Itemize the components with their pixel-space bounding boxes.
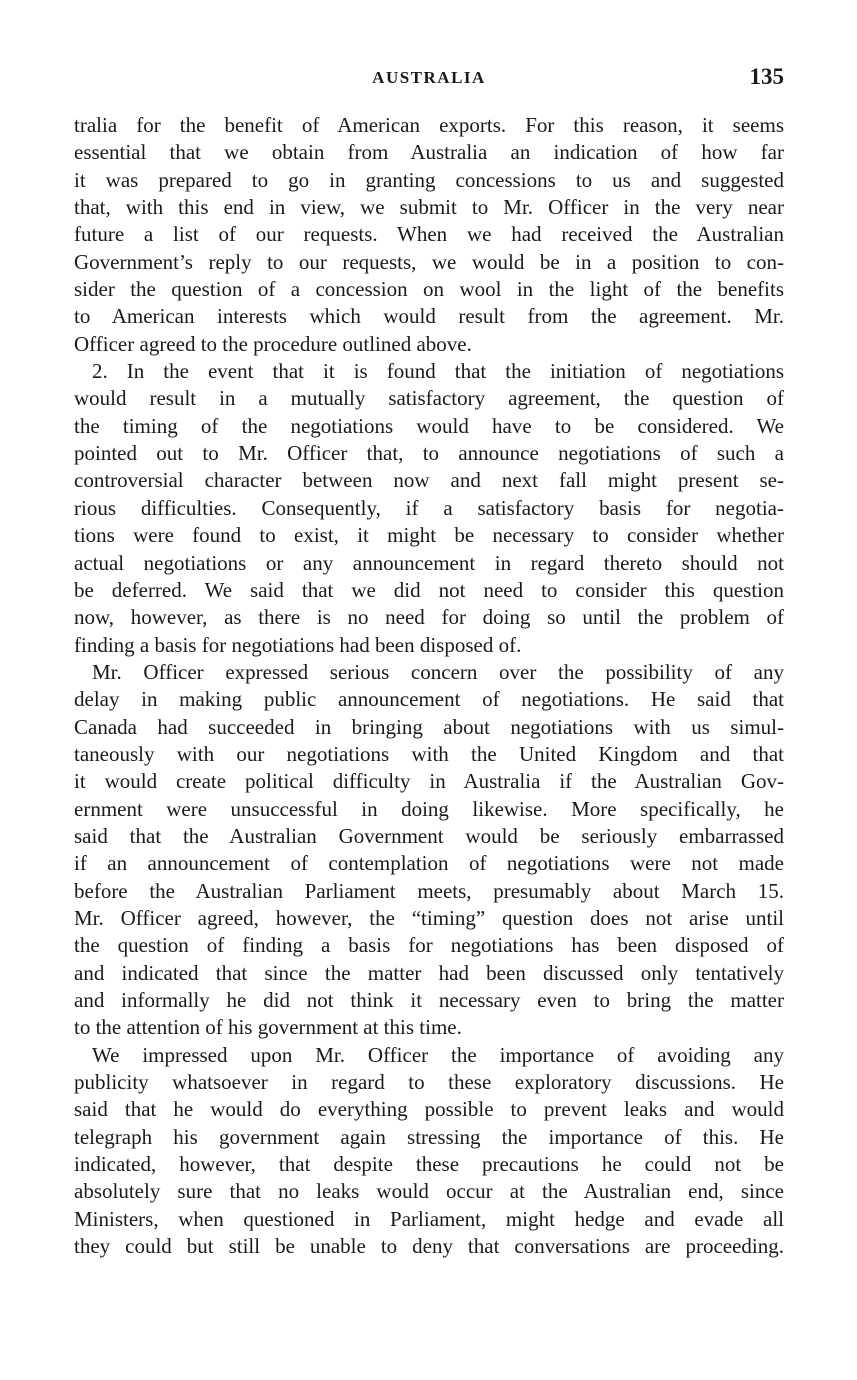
text-line: tions were found to exist, it might be necessary to consider whether — [74, 523, 784, 548]
text-line: We impressed upon Mr. Officer the importance of avoiding any — [92, 1042, 784, 1067]
text-line: delay in making public announcement of negotiations. He said that — [74, 687, 784, 712]
text-line: Mr. Officer agreed, however, the “timing” question does not arise until — [74, 905, 784, 930]
text-line: future a list of our requests. When we had received the Australian — [74, 222, 784, 247]
running-head-title: AUSTRALIA — [372, 68, 486, 87]
text-line: if an announcement of contemplation of negotiations were not made — [74, 851, 784, 876]
text-line: telegraph his government again stressing the importance of this. He — [74, 1124, 784, 1149]
text-line: Mr. Officer expressed serious concern over the possibility of any — [92, 659, 784, 684]
text-line: they could but still be unable to deny that conversations are proceeding. — [74, 1234, 784, 1259]
text-line: to American interests which would result from the agreement. Mr. — [74, 304, 784, 329]
text-line: be deferred. We said that we did not need to consider this question — [74, 577, 784, 602]
text-line: now, however, as there is no need for doing so until the problem of — [74, 605, 784, 630]
text-line: it would create political difficulty in Australia if the Australian Gov- — [74, 769, 784, 794]
text-line: the timing of the negotiations would have to be considered. We — [74, 413, 784, 438]
text-line: and informally he did not think it necessary even to bring the matter — [74, 988, 784, 1012]
text-line: to the attention of his government at this time. — [74, 1015, 462, 1040]
text-line: publicity whatsoever in regard to these exploratory discussions. He — [74, 1070, 784, 1095]
text-line: essential that we obtain from Australia an indication of how far — [74, 140, 784, 165]
text-line: controversial character between now and next fall might present se- — [74, 468, 784, 493]
text-line: Canada had succeeded in bringing about negotiations with us simul- — [74, 714, 784, 739]
text-line: would result in a mutually satisfactory agreement, the question of — [74, 386, 784, 411]
text-line: finding a basis for negotiations had been disposed of. — [74, 632, 522, 657]
text-line: indicated, however, that despite these precautions he could not be — [74, 1152, 784, 1177]
text-line: absolutely sure that no leaks would occur at the Australian end, since — [74, 1179, 784, 1204]
text-line: said that he would do everything possible to prevent leaks and would — [74, 1097, 784, 1122]
text-line: pointed out to Mr. Officer that, to announce negotiations of such a — [74, 441, 784, 466]
text-line: said that the Australian Government would be seriously embarrassed — [74, 823, 784, 848]
text-line: Ministers, when questioned in Parliament, might hedge and evade all — [74, 1206, 784, 1231]
text-line: the question of finding a basis for negotiations has been disposed of — [74, 933, 784, 958]
text-line: actual negotiations or any announcement in regard thereto should not — [74, 550, 784, 575]
text-line: Government’s reply to our requests, we would be in a position to con- — [74, 249, 784, 274]
text-line: 2. In the event that it is found that the initiation of negotiations — [92, 359, 784, 384]
text-line: taneously with our negotiations with the United Kingdom and that — [74, 741, 784, 766]
text-line: that, with this end in view, we submit to Mr. Officer in the very near — [74, 195, 784, 220]
text-line: Officer agreed to the procedure outlined above. — [74, 331, 472, 356]
running-head — [74, 64, 784, 94]
text-line: and indicated that since the matter had been discussed only tentatively — [74, 960, 784, 985]
page-number: 135 — [749, 64, 784, 89]
text-line: rious difficulties. Consequently, if a satisfactory basis for negotia- — [74, 495, 784, 520]
text-line: ernment were unsuccessful in doing likewise. More specifically, he — [74, 796, 784, 821]
text-line: before the Australian Parliament meets, presumably about March 15. — [74, 878, 784, 903]
text-line: it was prepared to go in granting concessions to us and suggested — [74, 167, 784, 192]
text-line: sider the question of a concession on wool in the light of the benefits — [74, 277, 784, 302]
text-line: tralia for the benefit of American exports. For this reason, it seems — [74, 113, 784, 137]
body-text — [74, 112, 784, 1260]
